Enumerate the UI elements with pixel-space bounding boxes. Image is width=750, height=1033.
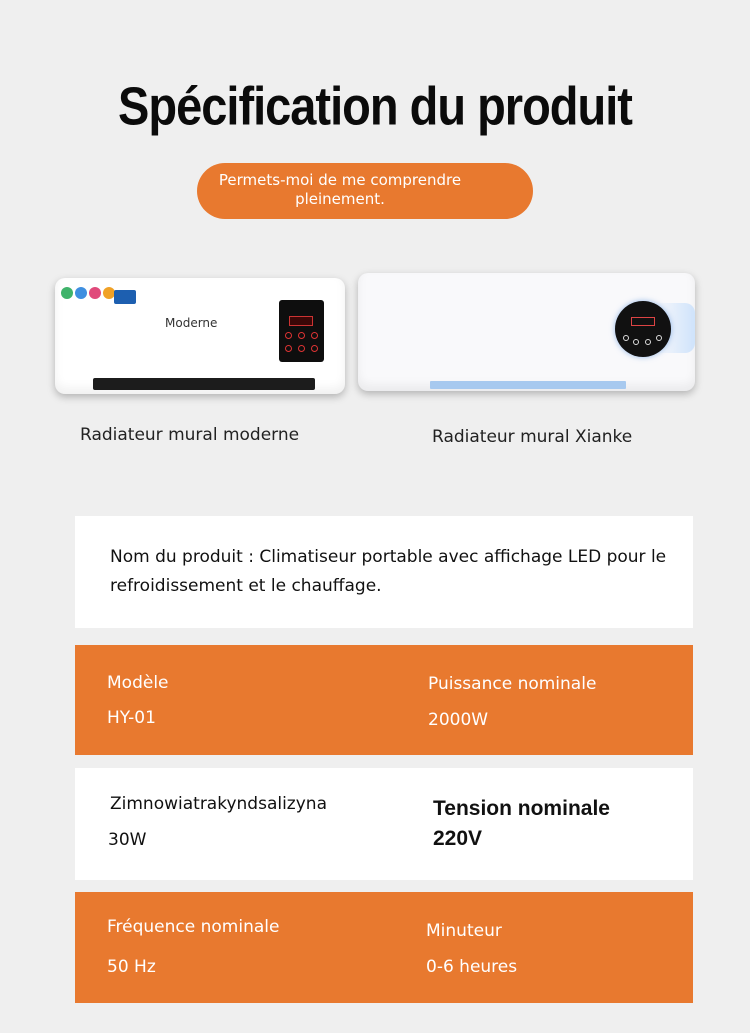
page-title: Spécification du produit — [118, 75, 632, 136]
spec-value-rated-frequency: 50 Hz — [107, 957, 156, 977]
product-image-modern-heater — [55, 278, 345, 394]
spec-value-model: HY-01 — [107, 708, 156, 728]
led-display-icon — [631, 317, 655, 326]
spec-row-model-power — [75, 645, 693, 755]
spec-value-fan: 30W — [108, 830, 147, 850]
spec-row-fan-voltage — [75, 768, 693, 880]
panel-button-icon — [311, 332, 318, 339]
product-caption-modern: Radiateur mural moderne — [80, 425, 300, 445]
round-control-icon — [615, 301, 671, 357]
badge-icon — [75, 287, 87, 299]
panel-button-icon — [645, 339, 651, 345]
panel-button-icon — [298, 332, 305, 339]
spec-value-rated-power: 2000W — [428, 710, 489, 730]
panel-button-icon — [623, 335, 629, 341]
led-display-icon — [289, 316, 313, 326]
spec-label-timer: Minuteur — [426, 921, 502, 941]
spec-label-rated-voltage: Tension nominale — [433, 797, 610, 820]
product-caption-xianke: Radiateur mural Xianke — [432, 427, 633, 447]
spec-value-timer: 0-6 heures — [426, 957, 518, 977]
subtitle-pill: Permets-moi de me comprendre pleinement. — [197, 163, 533, 219]
spec-row-frequency-timer — [75, 892, 693, 1003]
panel-button-icon — [298, 345, 305, 352]
air-vent — [430, 381, 626, 389]
panel-button-icon — [656, 335, 662, 341]
badge-icon — [89, 287, 101, 299]
spec-label-model: Modèle — [107, 673, 169, 693]
spec-label-fan: Zimnowiatrakyndsalizyna — [110, 794, 327, 814]
badge-icon — [61, 287, 73, 299]
panel-button-icon — [633, 339, 639, 345]
spec-label-rated-power: Puissance nominale — [428, 674, 597, 694]
control-panel-icon — [279, 300, 324, 362]
spec-label-rated-frequency: Fréquence nominale — [107, 917, 280, 937]
badge-icons — [59, 284, 139, 314]
panel-button-icon — [285, 345, 292, 352]
panel-button-icon — [311, 345, 318, 352]
panel-button-icon — [285, 332, 292, 339]
product-name-text: Nom du produit : Climatiseur portable avec affichage LED pour le refroidissement et le chauffage. — [110, 547, 667, 596]
spec-value-rated-voltage: 220V — [433, 827, 483, 850]
brand-tag-icon — [114, 290, 136, 304]
heater-brand-label: Moderne — [165, 316, 218, 330]
product-image-xianke-heater — [358, 273, 695, 391]
product-name-card — [75, 516, 693, 628]
air-vent — [93, 378, 315, 390]
